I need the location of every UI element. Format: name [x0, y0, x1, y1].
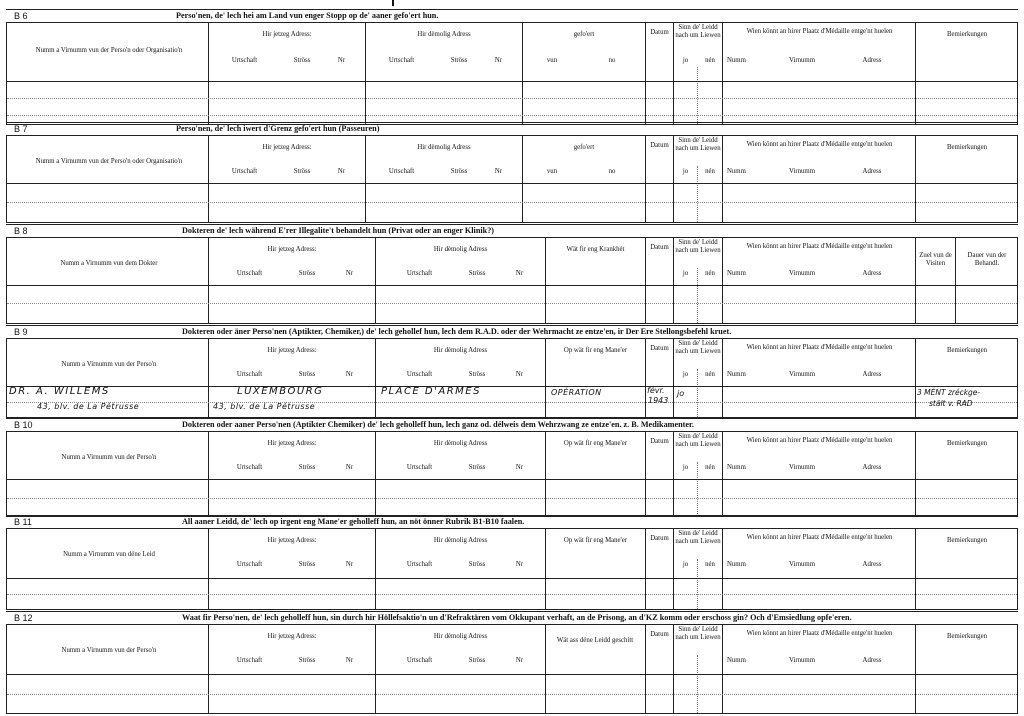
col-witness-address-label: Adress	[862, 57, 882, 64]
col-remarks-label: Bemierkungen	[946, 31, 987, 38]
col-locality-label: Urtschaft	[406, 464, 433, 471]
col-witness-name-label: Numm	[727, 371, 746, 378]
col-to-label: no	[608, 57, 616, 64]
col-street-label: Ströss	[468, 561, 486, 568]
section-title: Dokteren oder aaner Perso'nen (Aptikter Chemiker) de' lech geholleff hun, lech ganz od. délweis dem Wehrzwang ze entze'en. z. B. Medikamenter.	[182, 420, 694, 429]
col-manner-label: Op wät fir eng Mane'er	[563, 440, 628, 447]
col-date-label: Datum	[650, 438, 669, 445]
col-current-address-label: Hir jetzeg Adress:	[267, 246, 317, 253]
col-current-address-label: Hir jetzeg Adress:	[267, 633, 317, 640]
section-header	[6, 122, 1018, 136]
section-title: Dokteren oder äner Perso'nen (Aptikter, Chemiker,) de' lech gehollef hun, lech dem R.A.D. oder der Wehrmacht ze entze'en, ir Der Ere Stellongsbefehl kruet.	[182, 327, 732, 336]
col-witness-label: Wien könnt an hirer Plaatz d'Médaille entge'nt huelen	[746, 243, 893, 250]
col-witness-first-label: Virnumm	[788, 464, 816, 471]
col-no-label: nén	[705, 168, 715, 175]
entry-remarks-line2: stält v. RAD	[929, 399, 973, 408]
col-locality-label: Urtschaft	[236, 270, 263, 277]
col-locality-label: Urtschaft	[236, 464, 263, 471]
col-remarks-label: Bemierkungen	[946, 537, 987, 544]
section-code: B 6	[14, 11, 28, 21]
col-street-label: Ströss	[298, 657, 316, 664]
section-header	[6, 224, 1018, 238]
col-yes-label: jo	[682, 464, 689, 471]
col-witness-address-label: Adress	[862, 464, 882, 471]
col-street-label: Ströss	[468, 270, 486, 277]
col-date-label: Datum	[650, 345, 669, 352]
col-name-label: Numm a Virnumm vun déne Leid	[63, 551, 155, 558]
section-code: B 7	[14, 124, 28, 134]
col-illness-label: Wät fir eng Krankhét	[566, 246, 625, 253]
section-code: B 12	[14, 613, 33, 623]
col-nr-label: Nr	[515, 464, 524, 471]
col-no-label: nén	[705, 57, 715, 64]
col-locality-label: Urtschaft	[236, 561, 263, 568]
section-table[interactable]	[6, 135, 1018, 223]
col-locality-label: Urtschaft	[231, 168, 258, 175]
entry-date-year: 1943	[648, 396, 669, 405]
col-led-label: gefo'ert	[573, 31, 595, 38]
col-nr-label: Nr	[515, 561, 524, 568]
col-alive-label: Sinn de' Leidd nach um Liewen	[675, 626, 721, 641]
col-witness-first-label: Virnumm	[788, 561, 816, 568]
col-street-label: Ströss	[298, 270, 316, 277]
col-witness-label: Wien könnt an hirer Plaatz d'Médaille entge'nt huelen	[746, 534, 893, 541]
col-street-label: Ströss	[298, 561, 316, 568]
col-nr-label: Nr	[337, 57, 346, 64]
col-name-label: Numm a Virnumm vun der Perso'n oder Organisatio'n	[35, 47, 183, 54]
col-alive-label: Sinn de' Leidd nach um Liewen	[675, 137, 721, 152]
col-locality-label: Urtschaft	[406, 270, 433, 277]
col-alive-label: Sinn de' Leidd nach um Liewen	[675, 433, 721, 448]
col-former-address-label: Hir dèmolig Adress	[433, 633, 488, 640]
col-locality-label: Urtschaft	[231, 57, 258, 64]
col-current-address-label: Hir jetzeg Adress:	[262, 144, 312, 151]
col-alive-label: Sinn de' Leidd nach um Liewen	[675, 239, 721, 254]
col-nr-label: Nr	[515, 371, 524, 378]
col-witness-label: Wien könnt an hirer Plaatz d'Médaille entge'nt huelen	[746, 630, 893, 637]
col-remarks-label: Bemierkungen	[946, 440, 987, 447]
col-nr-label: Nr	[515, 657, 524, 664]
col-remarks-label: Bemierkungen	[946, 347, 987, 354]
col-locality-label: Urtschaft	[406, 371, 433, 378]
section-table[interactable]	[6, 431, 1018, 517]
col-current-address-label: Hir jetzeg Adress:	[267, 537, 317, 544]
entry-remarks-line1: 3 MÉNT zréckge-	[917, 388, 981, 397]
col-visits-label: Zuel vun de Visiten	[919, 252, 952, 267]
col-nr-label: Nr	[494, 57, 503, 64]
col-witness-first-label: Virnumm	[788, 57, 816, 64]
col-street-label: Ströss	[468, 464, 486, 471]
col-name-label: Numm a Virnumm vun dem Dokter	[60, 260, 158, 267]
col-manner-label: Op wät fir eng Mane'er	[563, 537, 628, 544]
col-date-label: Datum	[650, 535, 669, 542]
section-header	[6, 9, 1018, 23]
section-table[interactable]	[6, 338, 1018, 418]
col-former-address-label: Hir dèmolig Adress	[433, 440, 488, 447]
entry-current-street: 43, blv. de La Pétrusse	[213, 402, 316, 411]
section-table[interactable]	[6, 22, 1018, 125]
col-nr-label: Nr	[345, 657, 354, 664]
col-street-label: Ströss	[293, 168, 311, 175]
col-nr-label: Nr	[337, 168, 346, 175]
col-witness-name-label: Numm	[727, 57, 746, 64]
section-header	[6, 418, 1018, 432]
col-remarks-label: Bemierkungen	[946, 144, 987, 151]
col-current-address-label: Hir jetzeg Adress:	[267, 347, 317, 354]
col-witness-first-label: Virnumm	[788, 168, 816, 175]
col-date-label: Datum	[650, 29, 669, 36]
col-nr-label: Nr	[345, 371, 354, 378]
col-yes-label: jo	[682, 561, 689, 568]
col-street-label: Ströss	[298, 371, 316, 378]
col-alive-label: Sinn de' Leidd nach um Liewen	[675, 340, 721, 355]
col-date-label: Datum	[650, 244, 669, 251]
col-yes-label: jo	[682, 168, 689, 175]
col-to-label: no	[608, 168, 616, 175]
col-locality-label: Urtschaft	[388, 168, 415, 175]
col-street-label: Ströss	[468, 657, 486, 664]
col-yes-label: jo	[682, 270, 689, 277]
col-alive-label: Sinn de' Leidd nach um Liewen	[675, 24, 721, 39]
col-witness-label: Wien könnt an hirer Plaatz d'Médaille entge'nt huelen	[746, 344, 893, 351]
col-no-label: nén	[705, 270, 715, 277]
col-street-label: Ströss	[298, 464, 316, 471]
col-witness-address-label: Adress	[862, 168, 882, 175]
col-witness-name-label: Numm	[727, 657, 746, 664]
entry-manner: OPÉRATION	[551, 388, 602, 397]
col-duration-label: Dauer vun der Behandl.	[967, 252, 1007, 267]
col-nr-label: Nr	[345, 561, 354, 568]
section-header	[6, 325, 1018, 339]
col-from-label: vun	[546, 57, 558, 64]
entry-alive-yes: jo	[677, 389, 685, 398]
col-witness-label: Wien könnt an hirer Plaatz d'Médaille entge'nt huelen	[746, 28, 893, 35]
col-current-address-label: Hir jetzeg Adress:	[262, 31, 312, 38]
col-witness-name-label: Numm	[727, 270, 746, 277]
col-witness-label: Wien könnt an hirer Plaatz d'Médaille entge'nt huelen	[746, 141, 893, 148]
col-witness-first-label: Virnumm	[788, 270, 816, 277]
section-table[interactable]	[6, 624, 1018, 714]
section-title: Perso'nen, de' lech iwert d'Grenz gefo'ert hun (Passeuren)	[176, 124, 380, 133]
col-led-label: gefo'ert	[573, 144, 595, 151]
col-alive-label: Sinn de' Leidd nach um Liewen	[675, 530, 721, 545]
col-street-label: Ströss	[450, 168, 468, 175]
entry-current-locality: LUXEMBOURG	[237, 386, 324, 397]
page-edge-mark	[392, 0, 394, 6]
section-title: Dokteren de' lech während E'rer Illegalite't behandelt hun (Privat oder an enger Klinik?)	[182, 226, 495, 235]
col-locality-label: Urtschaft	[236, 371, 263, 378]
col-former-address-label: Hir dèmolig Adress	[417, 31, 471, 38]
col-witness-address-label: Adress	[862, 371, 882, 378]
col-witness-name-label: Numm	[727, 464, 746, 471]
col-date-label: Datum	[650, 142, 669, 149]
col-yes-label: jo	[682, 371, 689, 378]
entry-name-line1: DR. A. WILLEMS	[9, 386, 110, 397]
col-former-address-label: Hir dèmolig Adress	[433, 347, 488, 354]
col-nr-label: Nr	[345, 464, 354, 471]
section-code: B 11	[14, 517, 32, 527]
col-witness-name-label: Numm	[727, 561, 746, 568]
section-header	[6, 515, 1018, 529]
col-name-label: Numm a Virnumm vun der Perso'n oder Organisatio'n	[35, 158, 183, 165]
col-former-address-label: Hir dèmolig Adress	[417, 144, 471, 151]
col-street-label: Ströss	[450, 57, 468, 64]
col-locality-label: Urtschaft	[388, 57, 415, 64]
section-title: Waat fir Perso'nen, de' lech geholleff hun, sin durch hir Höllefsaktio'n un d'Refraktären vom Okkupant verhaft, an de Prisong, an d'KZ komm oder erschoss gin? Och d'Emsiedlung opfe'eren.	[182, 613, 852, 622]
col-yes-label: jo	[682, 57, 689, 64]
section-code: B 8	[14, 226, 28, 236]
col-witness-label: Wien könnt an hirer Plaatz d'Médaille entge'nt huelen	[746, 437, 893, 444]
section-code: B 9	[14, 327, 28, 337]
col-nr-label: Nr	[515, 270, 524, 277]
col-former-address-label: Hir dèmolig Adress	[433, 246, 488, 253]
col-locality-label: Urtschaft	[406, 561, 433, 568]
col-manner-label: Op wät fir eng Mane'er	[563, 347, 628, 354]
col-name-label: Numm a Virnumm vun der Perso'n	[61, 454, 157, 461]
col-witness-address-label: Adress	[862, 270, 882, 277]
col-date-label: Datum	[650, 631, 669, 638]
section-header	[6, 611, 1018, 625]
col-witness-name-label: Numm	[727, 168, 746, 175]
col-remarks-label: Bemierkungen	[946, 633, 987, 640]
entry-name-line2: 43, blv. de La Pétrusse	[37, 402, 140, 411]
section-table[interactable]	[6, 528, 1018, 610]
col-name-label: Numm a Virnumm vun der Perso'n	[61, 361, 157, 368]
section-code: B 10	[14, 420, 33, 430]
col-street-label: Ströss	[468, 371, 486, 378]
col-no-label: nén	[705, 371, 715, 378]
col-witness-address-label: Adress	[862, 657, 882, 664]
entry-date-month: févr.	[647, 386, 665, 395]
col-witness-address-label: Adress	[862, 561, 882, 568]
col-from-label: vun	[546, 168, 558, 175]
col-former-address-label: Hir dèmolig Adress	[433, 537, 488, 544]
entry-former-address: PLACE D'ARMES	[381, 386, 481, 397]
section-title: All aaner Leidd, de' lech op irgent eng Mane'er geholleff hun, an nöt önner Rubrik B1-B10 faalen.	[182, 517, 525, 526]
col-what-happened-label: Wät ass déne Leidd geschitt	[556, 637, 634, 644]
col-current-address-label: Hir jetzeg Adress:	[267, 440, 317, 447]
col-witness-first-label: Virnumm	[788, 657, 816, 664]
col-locality-label: Urtschaft	[406, 657, 433, 664]
col-witness-first-label: Virnumm	[788, 371, 816, 378]
col-nr-label: Nr	[494, 168, 503, 175]
col-nr-label: Nr	[345, 270, 354, 277]
col-no-label: nén	[705, 561, 715, 568]
col-locality-label: Urtschaft	[236, 657, 263, 664]
section-table[interactable]	[6, 237, 1018, 324]
col-name-label: Numm a Virnumm vun der Perso'n	[61, 647, 157, 654]
col-no-label: nén	[705, 464, 715, 471]
section-title: Perso'nen, de' lech hei am Land vun enger Stopp op de' aaner gefo'ert hun.	[176, 11, 439, 20]
col-street-label: Ströss	[293, 57, 311, 64]
